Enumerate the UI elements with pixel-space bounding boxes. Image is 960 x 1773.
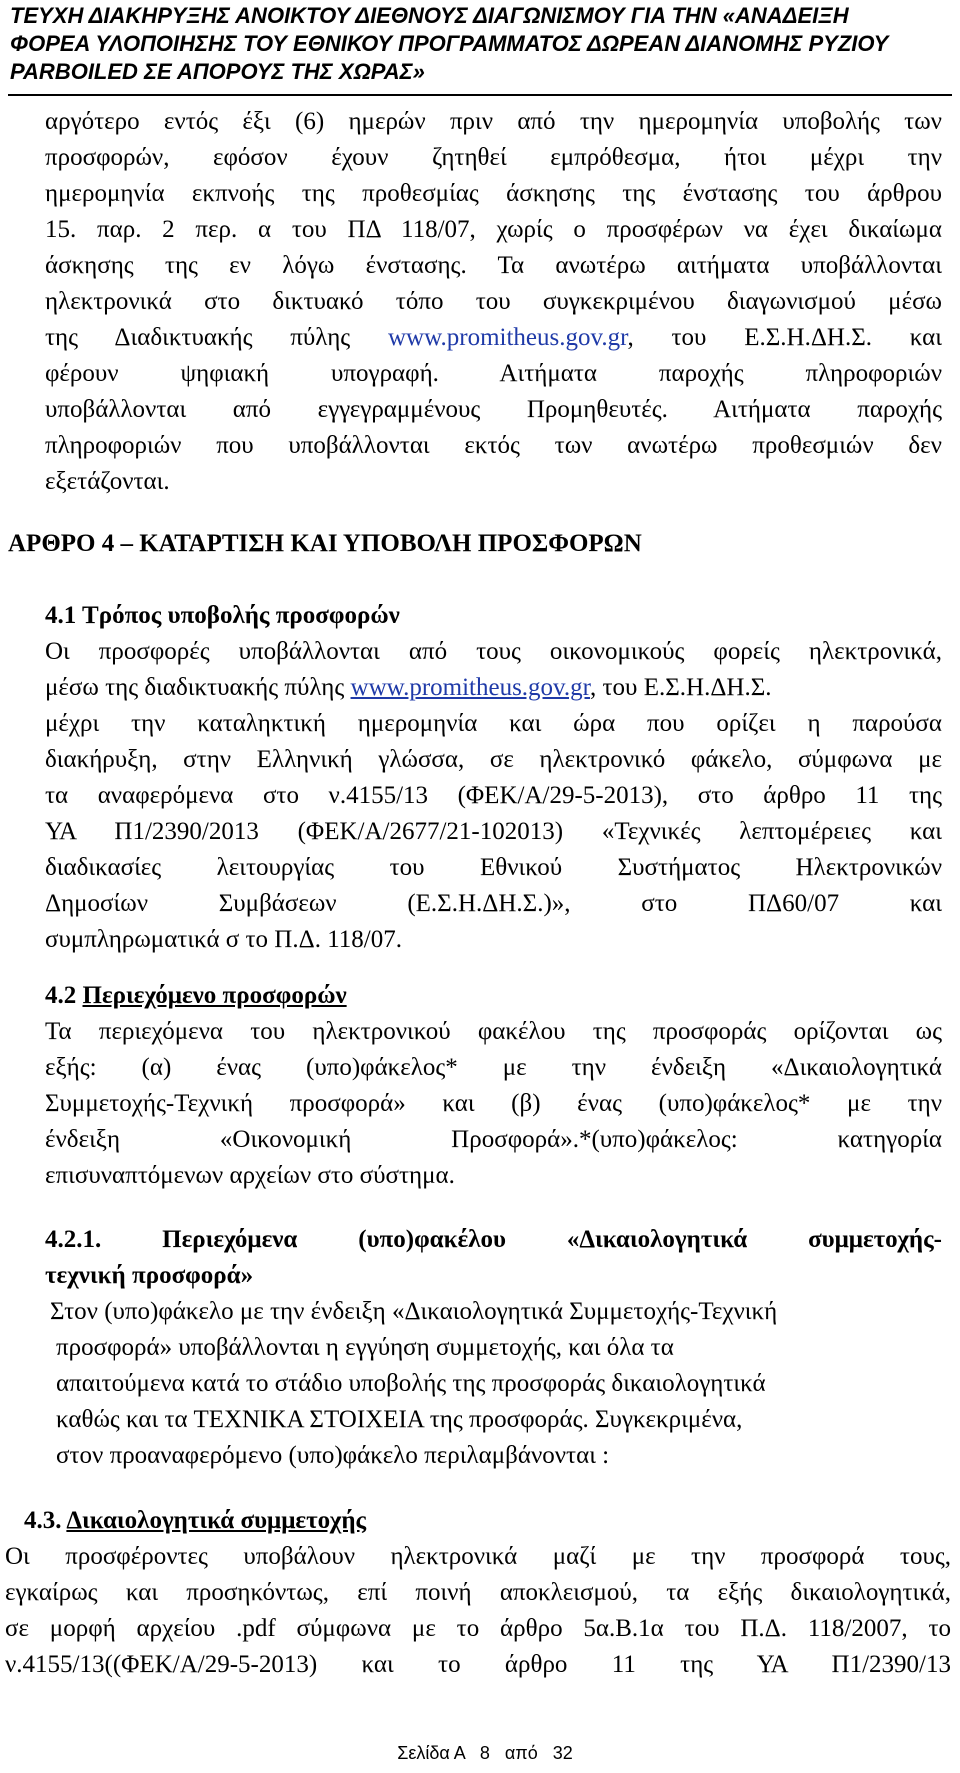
text-line: υποβάλλονται από εγγεγραμμένους Προμηθευτές. Αιτήματα παροχής <box>45 396 942 423</box>
text-line: προσφορών, εφόσον έχουν ζητηθεί εμπρόθεσμα, ήτοι μέχρι την <box>45 144 942 171</box>
section-4-1 <box>45 598 942 958</box>
text-line: απαιτούμενα κατά το στάδιο υποβολής της προσφοράς δικαιολογητικά <box>56 1370 766 1397</box>
text-line: εξετάζονται. <box>45 468 170 495</box>
section-heading <box>45 978 942 1014</box>
article-heading <box>8 526 908 562</box>
header-line-3: PARBOILED ΣΕ ΑΠΟΡΟΥΣ ΤΗΣ ΧΩΡΑΣ» <box>10 59 425 84</box>
intro-paragraph <box>45 104 942 500</box>
section-4-2-1-body <box>50 1294 940 1474</box>
text-line: αργότερο εντός έξι (6) ημερών πριν από την ημερομηνία υποβολής των <box>45 108 942 135</box>
text-line: τα αναφερόμενα στο ν.4155/13 (ΦΕΚ/Α/29-5-2013), στο άρθρο 11 της <box>45 782 942 809</box>
text-line: μέχρι την καταληκτική ημερομηνία και ώρα που ορίζει η παρούσα <box>45 710 942 737</box>
text-line: ΥΑ Π1/2390/2013 (ΦΕΚ/Α/2677/21-102013) «Τεχνικές λεπτομέρειες και <box>45 818 942 845</box>
page-label: Σελίδα Α <box>397 1743 465 1763</box>
text-line: συμπληρωματικά σ το Π.Δ. 118/07. <box>45 926 402 953</box>
text-line: επισυναπτόμενων αρχείων στο σύστημα. <box>45 1162 455 1189</box>
article-title: ΑΡΘΡΟ 4 – ΚΑΤΑΡΤΙΣΗ ΚΑΙ ΥΠΟΒΟΛΗ ΠΡΟΣΦΟΡΩΝ <box>8 530 642 557</box>
text-line: καθώς και τα ΤΕΧΝΙΚΑ ΣΤΟΙΧΕΙΑ της προσφοράς. Συγκεκριμένα, <box>56 1406 743 1433</box>
section-number: 4.3. <box>24 1507 62 1534</box>
section-4-3-heading <box>24 1503 924 1539</box>
section-4-2 <box>45 978 942 1194</box>
text-line <box>45 320 942 356</box>
text-segment: , του Ε.Σ.Η.ΔΗ.Σ. <box>590 674 772 701</box>
text-line: εγκαίρως και προσηκόντως, επί ποινή αποκλεισμού, τα εξής δικαιολογητικά, <box>5 1579 951 1606</box>
section-title: Δικαιολογητικά συμμετοχής <box>66 1507 367 1534</box>
text-line: ημερομηνία εκπνοής της προθεσμίας άσκησης της ένστασης του άρθρου <box>45 180 942 207</box>
text-line: Τα περιεχόμενα του ηλεκτρονικού φακέλου της προσφοράς ορίζονται ως <box>45 1018 942 1045</box>
text-segment: της Διαδικτυακής πύλης <box>45 324 351 351</box>
section-number: 4.2 <box>45 982 77 1009</box>
text-line: άσκησης της εν λόγω ένστασης. Τα ανωτέρω αιτήματα υποβάλλονται <box>45 252 942 279</box>
text-line: Στον (υπο)φάκελο με την ένδειξη «Δικαιολογητικά Συμμετοχής-Τεχνική <box>50 1298 778 1325</box>
page-of-label: από <box>504 1743 538 1763</box>
text-segment: , του Ε.Σ.Η.ΔΗ.Σ. και <box>627 324 943 351</box>
text-line: Δημοσίων Συμβάσεων (Ε.Σ.Η.ΔΗ.Σ.)», στο ΠΔ60/07 και <box>45 890 942 917</box>
text-line: εξής: (α) ένας (υπο)φάκελος* με την ένδειξη «Δικαιολογητικά <box>45 1054 942 1081</box>
section-4-3-body <box>5 1539 951 1683</box>
header-line-1: ΤΕΥΧΗ ΔΙΑΚΗΡΥΞΗΣ ΑΝΟΙΚΤΟΥ ΔΙΕΘΝΟΥΣ ΔΙΑΓΩΝΙΣΜΟΥ ΓΙΑ ΤΗΝ «ΑΝΑΔΕΙΞΗ <box>10 3 849 28</box>
section-heading: 4.2.1. Περιεχόμενα (υπο)φακέλου «Δικαιολογητικά συμμετοχής- <box>45 1226 942 1253</box>
document-header <box>10 2 950 86</box>
section-heading <box>24 1503 924 1539</box>
text-line: διακήρυξη, στην Ελληνική γλώσσα, σε ηλεκτρονικό φάκελο, σύμφωνα με <box>45 746 942 773</box>
promitheus-link[interactable]: www.promitheus.gov.gr <box>350 674 591 701</box>
text-line: σε μορφή αρχείου .pdf σύμφωνα με το άρθρο 5α.Β.1α του Π.Δ. 118/2007, το <box>5 1615 951 1642</box>
text-line: Συμμετοχής-Τεχνική προσφορά» και (β) ένας (υπο)φάκελος* με την <box>45 1090 942 1117</box>
text-line: Οι προσφορές υποβάλλονται από τους οικονομικούς φορείς ηλεκτρονικά, <box>45 638 942 665</box>
promitheus-link[interactable]: www.promitheus.gov.gr <box>387 324 628 351</box>
header-divider <box>8 94 952 96</box>
text-line: φέρουν ψηφιακή υπογραφή. Αιτήματα παροχής πληροφοριών <box>45 360 942 387</box>
text-line: στον προαναφερόμενο (υπο)φάκελο περιλαμβάνονται : <box>56 1442 610 1469</box>
text-line: 15. παρ. 2 περ. α του ΠΔ 118/07, χωρίς ο προσφέρων να έχει δικαίωμα <box>45 216 942 243</box>
page-total: 32 <box>552 1743 573 1763</box>
text-line: Οι προσφέροντες υποβάλουν ηλεκτρονικά μαζί με την προσφορά τους, <box>5 1543 951 1570</box>
section-4-2-1 <box>45 1222 942 1294</box>
text-line: ένδειξη «Οικονομική Προσφορά».*(υπο)φάκελος: κατηγορία <box>45 1126 942 1153</box>
header-line-2: ΦΟΡΕΑ ΥΛΟΠΟΙΗΣΗΣ ΤΟΥ ΕΘΝΙΚΟΥ ΠΡΟΓΡΑΜΜΑΤΟΣ ΔΩΡΕΑΝ ΔΙΑΝΟΜΗΣ ΡΥΖΙΟΥ <box>10 31 889 56</box>
section-heading: 4.1 Τρόπος υποβολής προσφορών <box>45 602 400 629</box>
text-line <box>45 670 942 706</box>
text-line: διαδικασίες λειτουργίας του Εθνικού Συστήματος Ηλεκτρονικών <box>45 854 942 881</box>
text-line: πληροφοριών που υποβάλλονται εκτός των ανωτέρω προθεσμιών δεν <box>45 432 942 459</box>
text-line: προσφορά» υποβάλλονται η εγγύηση συμμετοχής, και όλα τα <box>56 1334 674 1361</box>
page-number: 8 <box>479 1743 490 1763</box>
section-heading: τεχνική προσφορά» <box>45 1262 254 1289</box>
text-line: ν.4155/13((ΦΕΚ/Α/29-5-2013) και το άρθρο 11 της ΥΑ Π1/2390/13 <box>5 1651 951 1678</box>
page-footer <box>0 1741 960 1765</box>
text-line: ηλεκτρονικά στο δικτυακό τόπο του συγκεκριμένου διαγωνισμού μέσω <box>45 288 942 315</box>
section-title: Περιεχόμενο προσφορών <box>82 982 347 1009</box>
text-segment: μέσω της διαδικτυακής πύλης <box>45 674 351 701</box>
